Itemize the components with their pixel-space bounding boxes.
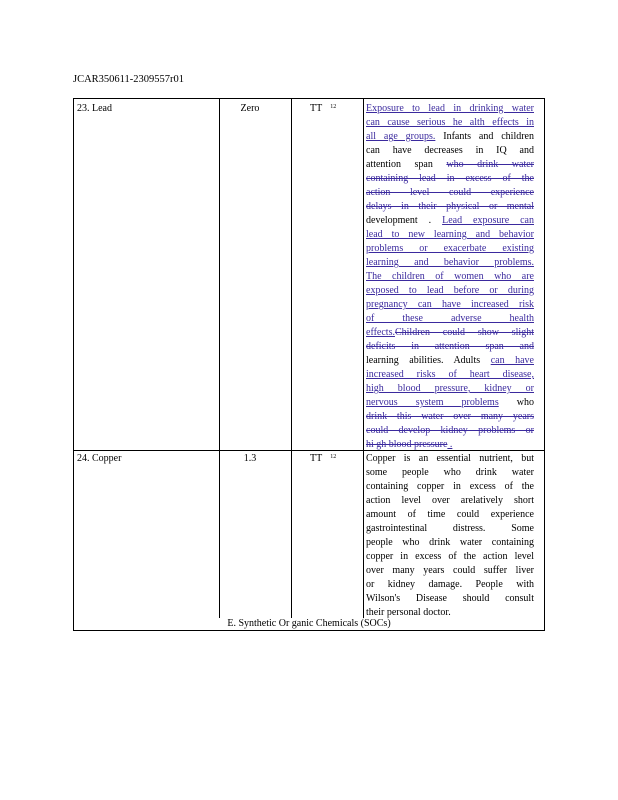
effects-line [366, 564, 534, 578]
effects-line [366, 172, 534, 186]
effects-text: Wilson's Disease should consult [366, 593, 534, 604]
effects-line [366, 200, 534, 214]
deleted-text: deficits in attention span and [366, 341, 534, 352]
effects-text: or kidney damage. People with [366, 579, 534, 590]
effects-line [366, 578, 534, 592]
effects-text: learning abilities. [366, 355, 444, 366]
inserted-text: high blood pressure, kidney or [366, 383, 534, 394]
effects-line [366, 382, 534, 396]
column-divider [291, 99, 292, 618]
effects-line [366, 228, 534, 242]
deleted-text: Children could show slight [394, 327, 534, 338]
effects-line [366, 494, 534, 508]
effects-line [366, 270, 534, 284]
effects-line [366, 466, 534, 480]
footnote-marker: 12 [330, 454, 337, 460]
mcl-value [310, 102, 336, 116]
effects-line [366, 116, 534, 130]
effects-line [366, 424, 534, 438]
effects-line [366, 508, 534, 522]
effects-text: copper in excess of the action level [366, 551, 534, 562]
inserted-text: problems or exacerbate existing [366, 243, 534, 254]
inserted-text: of these adverse health [366, 313, 534, 324]
deleted-text: delays in their physical or mental [366, 201, 534, 212]
deleted-text: could develop kidney problems or [366, 425, 534, 436]
effects-text: action level over arelatively short [366, 495, 534, 506]
effects-text: Copper is an essential nutrient, but [366, 453, 534, 464]
effects-line [366, 592, 534, 606]
effects-text: amount of time could experience [366, 509, 534, 520]
document-id: JCAR350611-2309557r01 [73, 74, 185, 85]
effects-text: attention span [366, 159, 447, 170]
contaminant-name: 24. Copper [77, 453, 122, 464]
mclg-value: 1.3 [243, 453, 257, 464]
inserted-text: . [447, 439, 453, 450]
effects-text: Adults [443, 355, 491, 366]
effects-line [366, 144, 534, 158]
effects-line [366, 536, 534, 550]
effects-text: over many years could suffer liver [366, 565, 534, 576]
effects-text: can have decreases in IQ and [366, 145, 534, 156]
inserted-text: can have [490, 355, 534, 366]
effects-line [366, 312, 534, 326]
effects-line [366, 438, 534, 452]
effects-line [366, 326, 534, 340]
effects-line [366, 256, 534, 270]
inserted-text: can cause serious he alth effects in [366, 117, 534, 128]
effects-line [366, 298, 534, 312]
effects-line [366, 354, 534, 368]
effects-line [366, 550, 534, 564]
effects-line [366, 158, 534, 172]
inserted-text: pregnancy can have increased risk [366, 299, 534, 310]
effects-line [366, 340, 534, 354]
effects-text: containing copper in excess of the [366, 481, 534, 492]
inserted-text: learning and behavior problems. [366, 257, 534, 268]
health-effects-text [366, 102, 534, 452]
inserted-text: The children of women who are [366, 271, 534, 282]
column-divider [363, 99, 364, 618]
deleted-text: hi gh blood pressure [366, 439, 448, 450]
inserted-text: effects. [366, 327, 395, 338]
footnote-marker: 12 [330, 104, 337, 110]
inserted-text: nervous system problems [366, 397, 499, 408]
effects-line [366, 214, 534, 228]
effects-line [366, 284, 534, 298]
effects-line [366, 368, 534, 382]
effects-line [366, 186, 534, 200]
effects-line [366, 102, 534, 116]
contaminant-name: 23. Lead [77, 103, 112, 114]
effects-text: development . [366, 215, 443, 226]
effects-text: people who drink water containing [366, 537, 534, 548]
mcl-text: TT [310, 103, 323, 114]
inserted-text: Exposure to lead in drinking water [366, 103, 534, 114]
effects-text: Infants and children [435, 131, 534, 142]
contaminant-table [73, 98, 545, 631]
inserted-text: increased risks of heart disease, [366, 369, 534, 380]
effects-text: gastrointestinal distress. Some [366, 523, 534, 534]
inserted-text: exposed to lead before or during [366, 285, 534, 296]
mcl-text: TT [310, 453, 323, 464]
deleted-text: containing lead in excess of the [366, 173, 534, 184]
effects-line [366, 452, 534, 466]
effects-line [366, 522, 534, 536]
mcl-value [310, 452, 336, 466]
effects-line [366, 480, 534, 494]
effects-text: some people who drink water [366, 467, 534, 478]
effects-line [366, 130, 534, 144]
inserted-text: all age groups. [366, 131, 436, 142]
deleted-text: drink this water over many years [366, 411, 534, 422]
effects-text: their personal doctor. [366, 607, 451, 618]
inserted-text: Lead exposure can [442, 215, 534, 226]
effects-text: who [498, 397, 534, 408]
effects-line [366, 410, 534, 424]
mclg-value: Zero [240, 103, 260, 114]
section-heading: E. Synthetic Or ganic Chemicals (SOCs) [227, 618, 391, 629]
effects-line [366, 242, 534, 256]
deleted-text: action level could experience [366, 187, 534, 198]
health-effects-text [366, 452, 534, 620]
inserted-text: lead to new learning and behavior [366, 229, 534, 240]
effects-line [366, 396, 534, 410]
column-divider [219, 99, 220, 618]
deleted-text: who drink water [446, 159, 534, 170]
